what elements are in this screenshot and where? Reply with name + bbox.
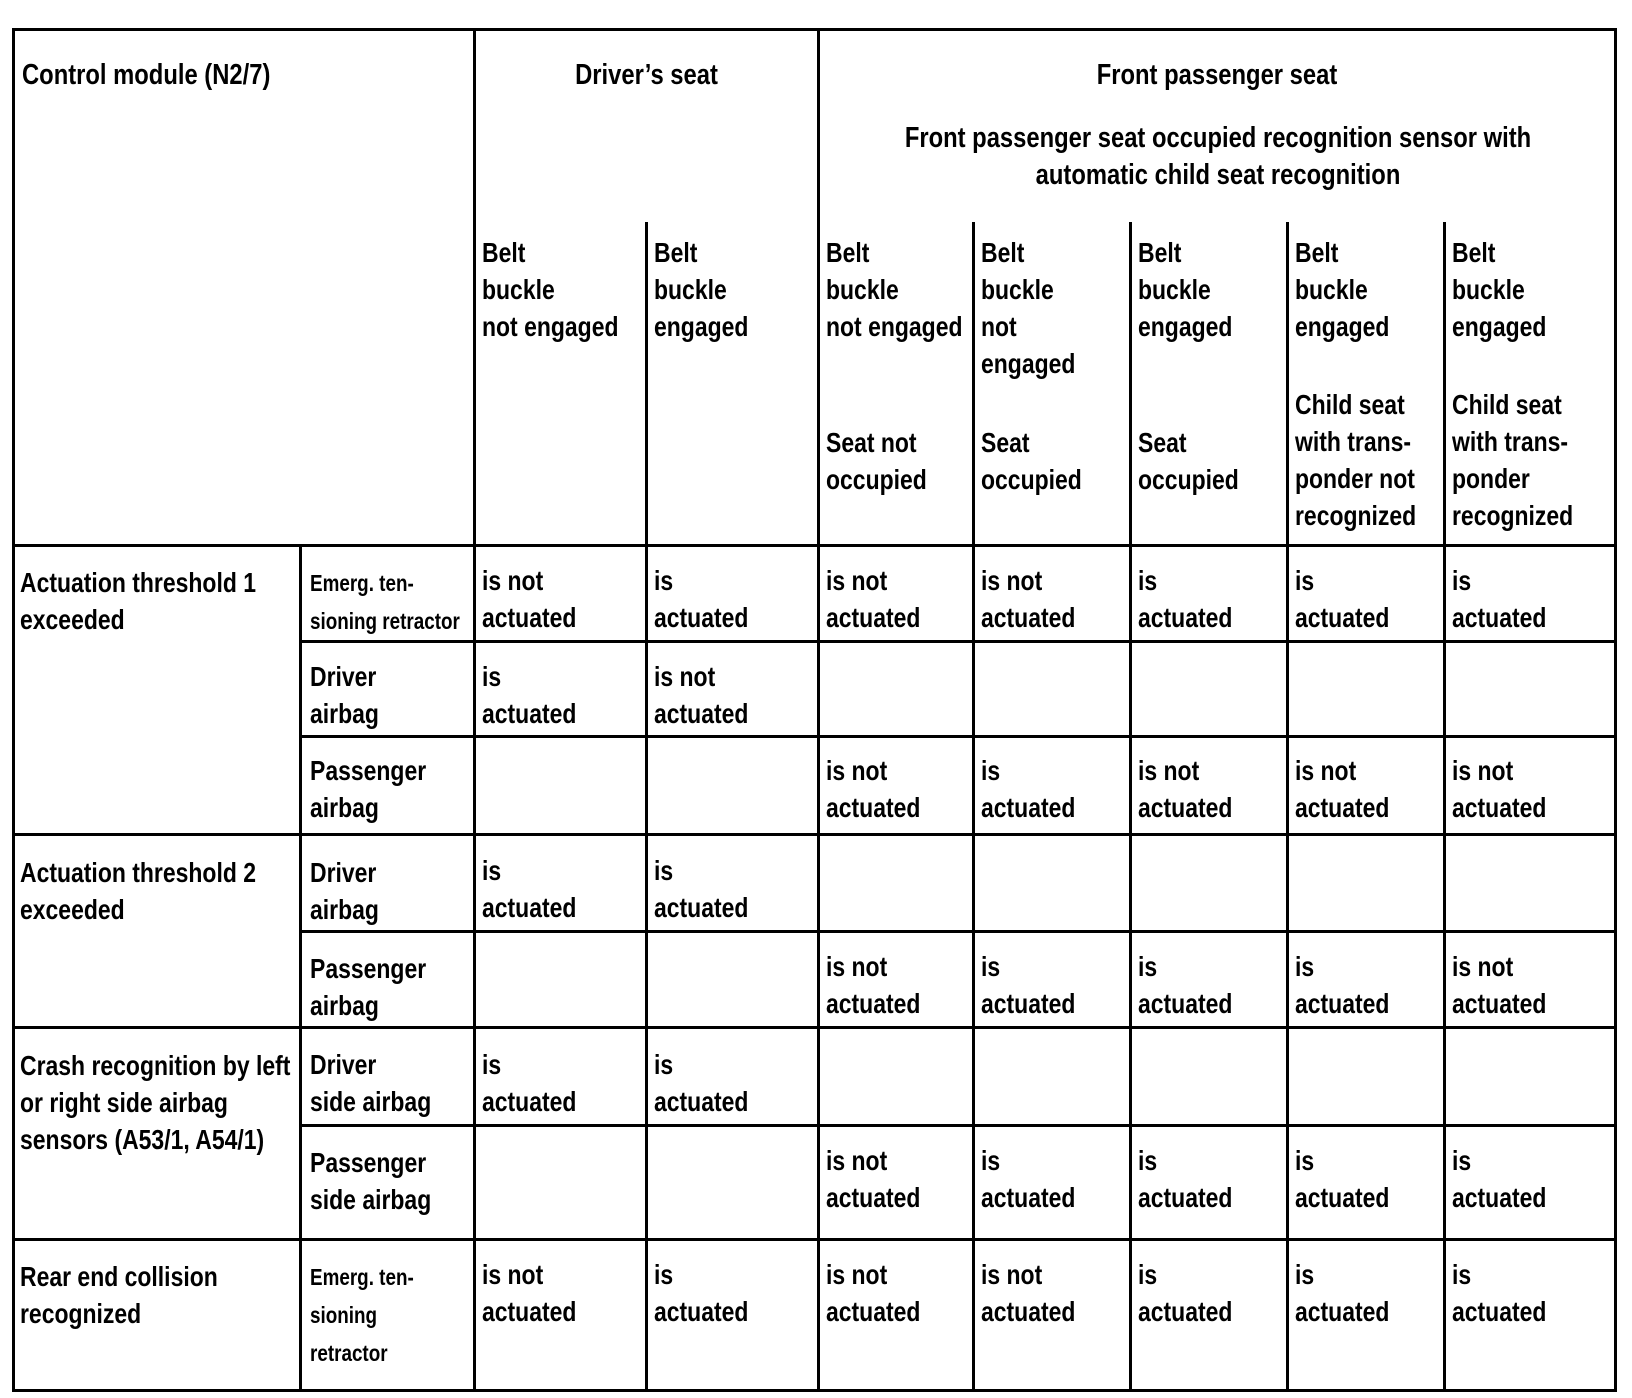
component-label: Driver airbag bbox=[310, 661, 379, 729]
condition-label: Crash recognition by left or right side airbag sensors (A53/1, A54/1) bbox=[20, 1050, 291, 1155]
group-divider bbox=[12, 1238, 1617, 1241]
component-label: Passenger airbag bbox=[310, 755, 427, 823]
component-label: Driver side airbag bbox=[310, 1049, 432, 1117]
header-divider bbox=[12, 544, 1617, 547]
table-cell: is actuated bbox=[981, 951, 1076, 1019]
table-cell: is not actuated bbox=[826, 1259, 921, 1327]
component-label: Emerg. ten- sioning retractor bbox=[310, 1264, 414, 1366]
control-module-header: Control module (N2/7) bbox=[22, 59, 271, 91]
table-cell: is actuated bbox=[1452, 565, 1547, 633]
table-cell: is actuated bbox=[1452, 1259, 1547, 1327]
table-cell: is actuated bbox=[482, 855, 577, 923]
table-cell: is actuated bbox=[1138, 951, 1233, 1019]
condition-label: Actuation threshold 2 exceeded bbox=[20, 857, 256, 925]
column-divider bbox=[645, 222, 648, 1392]
table-cell: is actuated bbox=[654, 1259, 749, 1327]
col-header-belt: Belt buckle engaged bbox=[1295, 237, 1390, 342]
table-cell: is not actuated bbox=[826, 1145, 921, 1213]
table-border-right bbox=[1614, 28, 1617, 1392]
table-cell: is actuated bbox=[981, 755, 1076, 823]
table-cell: is actuated bbox=[482, 661, 577, 729]
col-header-belt: Belt buckle not engaged bbox=[981, 237, 1076, 379]
table-cell: is actuated bbox=[1295, 565, 1390, 633]
col-header-belt: Belt buckle not engaged bbox=[826, 237, 963, 342]
column-divider bbox=[1129, 222, 1132, 1392]
row-divider bbox=[301, 735, 1617, 738]
table-cell: is not actuated bbox=[1452, 951, 1547, 1019]
col-header-belt: Belt buckle engaged bbox=[654, 237, 749, 342]
component-label: Emerg. ten- sioning retractor bbox=[310, 570, 460, 634]
table-cell: is actuated bbox=[1295, 951, 1390, 1019]
group-divider bbox=[12, 833, 1617, 836]
group-divider bbox=[12, 1026, 1617, 1029]
table-cell: is actuated bbox=[1452, 1145, 1547, 1213]
table-cell: is not actuated bbox=[1138, 755, 1233, 823]
passenger-seat-divider bbox=[817, 28, 820, 1392]
row-divider bbox=[301, 1124, 1617, 1127]
column-divider bbox=[1286, 222, 1289, 1392]
component-label: Driver airbag bbox=[310, 857, 379, 925]
table-cell: is actuated bbox=[1138, 1145, 1233, 1213]
table-cell: is not actuated bbox=[482, 1259, 577, 1327]
column-divider bbox=[1443, 222, 1446, 1392]
row-divider bbox=[301, 640, 1617, 643]
component-label: Passenger side airbag bbox=[310, 1147, 432, 1215]
table-border-left bbox=[12, 28, 15, 1392]
table-cell: is actuated bbox=[1138, 1259, 1233, 1327]
table-cell: is actuated bbox=[654, 565, 749, 633]
col-header-seat: Seat occupied bbox=[981, 427, 1082, 495]
table-cell: is not actuated bbox=[654, 661, 749, 729]
col-header-belt: Belt buckle not engaged bbox=[482, 237, 619, 342]
table-cell: is actuated bbox=[654, 855, 749, 923]
table-cell: is actuated bbox=[1295, 1259, 1390, 1327]
col-header-belt: Belt buckle engaged bbox=[1138, 237, 1233, 342]
col-header-seat: Seat occupied bbox=[1138, 427, 1239, 495]
passenger-sensor-header: Front passenger seat occupied recognition sensor with automatic child seat recognition bbox=[904, 122, 1532, 191]
row-divider bbox=[301, 930, 1617, 933]
table-cell: is not actuated bbox=[981, 565, 1076, 633]
component-column-divider bbox=[299, 544, 302, 1392]
driver-seat-divider bbox=[473, 28, 476, 1392]
table-cell: is not actuated bbox=[482, 565, 577, 633]
table-cell: is actuated bbox=[654, 1049, 749, 1117]
table-cell: is actuated bbox=[482, 1049, 577, 1117]
condition-label: Rear end collision recognized bbox=[20, 1261, 218, 1329]
table-cell: is not actuated bbox=[826, 951, 921, 1019]
table-cell: is not actuated bbox=[981, 1259, 1076, 1327]
table-cell: is not actuated bbox=[826, 755, 921, 823]
component-label: Passenger airbag bbox=[310, 953, 427, 1021]
table-cell: is not actuated bbox=[826, 565, 921, 633]
front-passenger-seat-header: Front passenger seat bbox=[1096, 59, 1338, 91]
col-header-belt: Belt buckle engaged bbox=[1452, 237, 1547, 342]
table-cell: is actuated bbox=[1295, 1145, 1390, 1213]
table-cell: is actuated bbox=[981, 1145, 1076, 1213]
col-header-seat: Child seat with trans- ponder not recognized bbox=[1295, 389, 1417, 531]
condition-label: Actuation threshold 1 exceeded bbox=[20, 567, 256, 635]
column-divider bbox=[972, 222, 975, 1392]
table-cell: is not actuated bbox=[1295, 755, 1390, 823]
col-header-seat: Child seat with trans- ponder recognized bbox=[1452, 389, 1574, 531]
table-cell: is not actuated bbox=[1452, 755, 1547, 823]
table-border-top bbox=[12, 28, 1617, 31]
col-header-seat: Seat not occupied bbox=[826, 427, 927, 495]
table-border-bottom bbox=[12, 1389, 1617, 1392]
driver-seat-header: Driver’s seat bbox=[575, 59, 718, 91]
table-cell: is actuated bbox=[1138, 565, 1233, 633]
